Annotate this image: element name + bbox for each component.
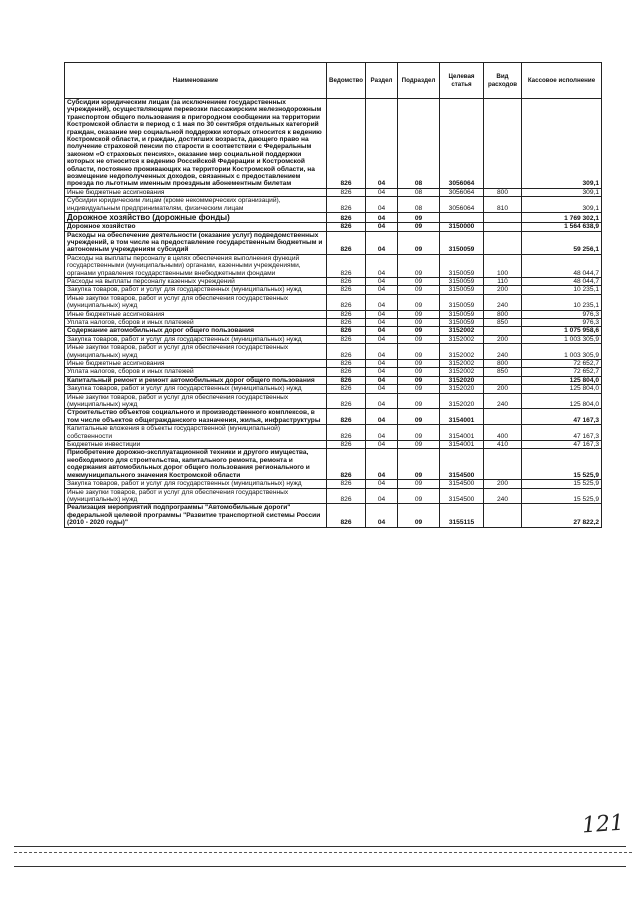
cell-vedomstvo: 826 [327,360,366,368]
cell-amount: 125 804,0 [522,376,602,384]
cell-podrazdel: 09 [398,488,440,504]
cell-vedomstvo: 826 [327,393,366,409]
col-header-name: Наименование [65,63,327,99]
cell-amount: 976,3 [522,318,602,326]
cell-statya: 3150059 [440,254,484,277]
cell-vid: 200 [484,385,522,393]
cell-name: Субсидии юридическим лицам (за исключением государственных учреждений), осуществляющим перевозки пассажирским железнодорожным транспортом общего пользования в пригородном сообщении на территории Костромской области в период с 1 мая по 30 сентября отдельных категорий граждан, оказание мер социальной поддержки которых относится к ведению Костромской области, и граждан, достигших возраста, дающего право на получение страховой пенсии по старости в соответствии с Федеральным законом «О страховых пенсиях», оказание мер социальной поддержки которых не относится к ведению Российской Федерации и Костромской области, постоянно проживающих на территории Костромской области, на возмещение недополученных доходов, связанных с предоставлением проезда по льготным именным проездным абонементным билетам [65,99,327,189]
cell-name: Расходы на выплаты персоналу казенных учреждений [65,277,327,285]
cell-razdel: 04 [366,197,398,213]
cell-vid: 240 [484,393,522,409]
cell-statya: 3155115 [440,504,484,527]
cell-vid [484,409,522,425]
cell-amount: 59 256,1 [522,231,602,254]
cell-statya: 3150059 [440,318,484,326]
cell-amount: 72 652,7 [522,368,602,376]
cell-razdel: 04 [366,335,398,343]
cell-razdel: 04 [366,393,398,409]
cell-vedomstvo: 826 [327,327,366,335]
cell-vedomstvo: 826 [327,449,366,480]
cell-razdel: 04 [366,376,398,384]
table-row [65,480,602,488]
cell-vid: 200 [484,286,522,294]
cell-name: Закупка товаров, работ и услуг для государственных (муниципальных) нужд [65,385,327,393]
table-row [65,335,602,343]
table-row [65,409,602,425]
cell-vid: 240 [484,488,522,504]
table-row [65,277,602,285]
cell-razdel: 04 [366,449,398,480]
cell-name: Строительство объектов социального и производственного комплексов, в том числе объектов общегражданского назначения, жилья, инфраструктуры [65,409,327,425]
table-row [65,488,602,504]
cell-vedomstvo: 826 [327,223,366,231]
cell-vid: 240 [484,294,522,310]
cell-name: Иные бюджетные ассигнования [65,188,327,196]
cell-vid [484,223,522,231]
cell-vid [484,449,522,480]
cell-vedomstvo: 826 [327,425,366,441]
cell-statya: 3152020 [440,393,484,409]
cell-vedomstvo: 826 [327,294,366,310]
cell-statya: 3152002 [440,335,484,343]
cell-statya: 3150059 [440,277,484,285]
cell-vid: 100 [484,254,522,277]
table-row [65,223,602,231]
cell-statya: 3056064 [440,99,484,189]
table-row [65,360,602,368]
cell-statya: 3152020 [440,376,484,384]
cell-podrazdel: 09 [398,294,440,310]
cell-statya: 3154001 [440,425,484,441]
cell-razdel: 04 [366,318,398,326]
cell-amount: 27 822,2 [522,504,602,527]
cell-podrazdel: 09 [398,393,440,409]
table-body [65,99,602,528]
cell-vedomstvo: 826 [327,376,366,384]
cell-name: Уплата налогов, сборов и иных платежей [65,368,327,376]
cell-vedomstvo: 826 [327,310,366,318]
cell-razdel: 04 [366,286,398,294]
cell-amount: 309,1 [522,188,602,196]
cell-name: Реализация мероприятий подпрограммы "Автомобильные дороги" федеральной целевой программы "Развитие транспортной системы России (2010 - 2020 годы)" [65,504,327,527]
cell-amount: 976,3 [522,310,602,318]
cell-vedomstvo: 826 [327,335,366,343]
table-row [65,99,602,189]
cell-vedomstvo: 826 [327,277,366,285]
table-row [65,294,602,310]
cell-amount: 1 003 305,9 [522,344,602,360]
footer-rule [14,846,626,847]
cell-amount: 15 525,9 [522,449,602,480]
cell-vid: 110 [484,277,522,285]
cell-vedomstvo: 826 [327,385,366,393]
cell-statya: 3154500 [440,449,484,480]
cell-vedomstvo: 826 [327,344,366,360]
cell-razdel: 04 [366,99,398,189]
cell-vid: 810 [484,197,522,213]
cell-name: Дорожное хозяйство [65,223,327,231]
cell-name: Закупка товаров, работ и услуг для государственных (муниципальных) нужд [65,480,327,488]
cell-statya: 3152020 [440,385,484,393]
cell-razdel: 04 [366,488,398,504]
cell-amount: 1 075 958,6 [522,327,602,335]
cell-name: Бюджетные инвестиции [65,441,327,449]
cell-podrazdel: 09 [398,409,440,425]
cell-vedomstvo: 826 [327,213,366,223]
cell-podrazdel: 09 [398,318,440,326]
cell-vid: 800 [484,360,522,368]
cell-amount: 47 167,3 [522,409,602,425]
cell-vid: 800 [484,310,522,318]
cell-podrazdel: 09 [398,335,440,343]
cell-amount: 125 804,0 [522,393,602,409]
cell-amount: 1 769 302,1 [522,213,602,223]
cell-razdel: 04 [366,213,398,223]
cell-amount: 10 235,1 [522,294,602,310]
cell-amount: 125 804,0 [522,385,602,393]
cell-amount: 1 564 638,9 [522,223,602,231]
cell-name: Иные закупки товаров, работ и услуг для обеспечения государственных (муниципальных) нужд [65,488,327,504]
cell-podrazdel: 09 [398,376,440,384]
cell-vid [484,99,522,189]
cell-amount: 48 044,7 [522,254,602,277]
page-number: 121 [581,810,625,839]
cell-vedomstvo: 826 [327,231,366,254]
cell-razdel: 04 [366,344,398,360]
cell-statya: 3056064 [440,197,484,213]
table-row [65,310,602,318]
cell-vedomstvo: 826 [327,99,366,189]
cell-vid: 800 [484,188,522,196]
cell-name: Субсидии юридическим лицам (кроме некоммерческих организаций), индивидуальным предпринимателям, физическим лицам [65,197,327,213]
cell-amount: 47 167,3 [522,441,602,449]
cell-vid [484,327,522,335]
cell-vid: 240 [484,344,522,360]
cell-podrazdel: 09 [398,480,440,488]
cell-statya: 3150059 [440,294,484,310]
col-header-razdel: Раздел [366,63,398,99]
cell-name: Иные бюджетные ассигнования [65,310,327,318]
cell-name: Расходы на выплаты персоналу в целях обеспечения выполнения функций государственными (муниципальными) органами, казенными учреждениями, органами управления государственными внебюджетными фондами [65,254,327,277]
cell-razdel: 04 [366,360,398,368]
cell-amount: 309,1 [522,197,602,213]
table-row [65,425,602,441]
cell-amount: 10 235,1 [522,286,602,294]
cell-amount: 15 525,9 [522,480,602,488]
cell-vid [484,376,522,384]
cell-statya [440,213,484,223]
cell-amount: 48 044,7 [522,277,602,285]
cell-razdel: 04 [366,368,398,376]
cell-vedomstvo: 826 [327,488,366,504]
footer-rule [14,866,626,867]
cell-podrazdel: 09 [398,449,440,480]
cell-vedomstvo: 826 [327,197,366,213]
cell-podrazdel: 09 [398,286,440,294]
cell-name: Расходы на обеспечение деятельности (оказание услуг) подведомственных учреждений, в том числе на предоставление государственным бюджетным и автономным учреждениям субсидий [65,231,327,254]
cell-podrazdel: 09 [398,344,440,360]
cell-razdel: 04 [366,188,398,196]
cell-vedomstvo: 826 [327,504,366,527]
table-row [65,231,602,254]
cell-vedomstvo: 826 [327,480,366,488]
cell-podrazdel: 09 [398,368,440,376]
cell-podrazdel: 09 [398,254,440,277]
cell-name: Дорожное хозяйство (дорожные фонды) [65,213,327,223]
cell-podrazdel: 09 [398,385,440,393]
cell-vedomstvo: 826 [327,368,366,376]
cell-podrazdel: 09 [398,504,440,527]
cell-vid [484,213,522,223]
cell-razdel: 04 [366,294,398,310]
table-row [65,441,602,449]
cell-podrazdel: 09 [398,231,440,254]
cell-amount: 47 167,3 [522,425,602,441]
cell-amount: 72 652,7 [522,360,602,368]
cell-name: Иные закупки товаров, работ и услуг для обеспечения государственных (муниципальных) нужд [65,294,327,310]
footer-rule-dashed [14,852,632,853]
cell-vedomstvo: 826 [327,254,366,277]
cell-vid: 200 [484,335,522,343]
cell-amount: 15 525,9 [522,488,602,504]
cell-razdel: 04 [366,504,398,527]
cell-razdel: 04 [366,385,398,393]
cell-razdel: 04 [366,277,398,285]
table-row [65,376,602,384]
table-row [65,393,602,409]
cell-vedomstvo: 826 [327,188,366,196]
cell-razdel: 04 [366,310,398,318]
cell-razdel: 04 [366,327,398,335]
cell-statya: 3152002 [440,368,484,376]
cell-razdel: 04 [366,254,398,277]
budget-table [64,62,602,528]
table-row [65,368,602,376]
table-row [65,254,602,277]
cell-vid: 200 [484,480,522,488]
cell-name: Закупка товаров, работ и услуг для государственных (муниципальных) нужд [65,286,327,294]
table-row [65,318,602,326]
cell-podrazdel: 09 [398,213,440,223]
table-row [65,344,602,360]
table-row [65,188,602,196]
cell-statya: 3056064 [440,188,484,196]
cell-statya: 3150000 [440,223,484,231]
cell-statya: 3154500 [440,480,484,488]
cell-razdel: 04 [366,223,398,231]
cell-vid: 850 [484,368,522,376]
cell-podrazdel: 08 [398,188,440,196]
table-row [65,213,602,223]
cell-name: Иные бюджетные ассигнования [65,360,327,368]
cell-statya: 3154500 [440,488,484,504]
cell-razdel: 04 [366,441,398,449]
col-header-podrazdel: Подраздел [398,63,440,99]
cell-razdel: 04 [366,409,398,425]
cell-podrazdel: 09 [398,425,440,441]
table-row [65,197,602,213]
cell-podrazdel: 09 [398,360,440,368]
cell-statya: 3150059 [440,231,484,254]
table-row [65,385,602,393]
table-row [65,327,602,335]
cell-podrazdel: 09 [398,441,440,449]
col-header-vid: Вид расходов [484,63,522,99]
cell-statya: 3154001 [440,441,484,449]
cell-statya: 3150059 [440,286,484,294]
cell-podrazdel: 09 [398,310,440,318]
cell-statya: 3152002 [440,360,484,368]
cell-name: Иные закупки товаров, работ и услуг для обеспечения государственных (муниципальных) нужд [65,393,327,409]
cell-podrazdel: 08 [398,99,440,189]
cell-podrazdel: 09 [398,277,440,285]
cell-vid: 410 [484,441,522,449]
cell-statya: 3152002 [440,344,484,360]
table-row [65,286,602,294]
cell-vedomstvo: 826 [327,409,366,425]
cell-vedomstvo: 826 [327,286,366,294]
cell-name: Приобретение дорожно-эксплуатационной техники и другого имущества, необходимого для строительства, капитального ремонта, ремонта и содержания автомобильных дорог общего пользования регионального и межмуниципального значения Костромской области [65,449,327,480]
col-header-amount: Кассовое исполнение [522,63,602,99]
table-row [65,449,602,480]
cell-statya: 3152002 [440,327,484,335]
cell-vid: 850 [484,318,522,326]
cell-razdel: 04 [366,231,398,254]
cell-statya: 3154001 [440,409,484,425]
cell-podrazdel: 09 [398,327,440,335]
cell-razdel: 04 [366,480,398,488]
cell-name: Уплата налогов, сборов и иных платежей [65,318,327,326]
col-header-statya: Целевая статья [440,63,484,99]
cell-amount: 1 003 305,9 [522,335,602,343]
cell-podrazdel: 09 [398,223,440,231]
table-header-row [65,63,602,99]
cell-vid [484,231,522,254]
col-header-vedomstvo: Ведомство [327,63,366,99]
cell-razdel: 04 [366,425,398,441]
table-row [65,504,602,527]
cell-statya: 3150059 [440,310,484,318]
cell-name: Капитальный ремонт и ремонт автомобильных дорог общего пользования [65,376,327,384]
cell-name: Закупка товаров, работ и услуг для государственных (муниципальных) нужд [65,335,327,343]
cell-vedomstvo: 826 [327,318,366,326]
cell-name: Содержание автомобильных дорог общего пользования [65,327,327,335]
cell-amount: 309,1 [522,99,602,189]
cell-podrazdel: 08 [398,197,440,213]
cell-vedomstvo: 826 [327,441,366,449]
cell-name: Капитальные вложения в объекты государственной (муниципальной) собственности [65,425,327,441]
cell-vid: 400 [484,425,522,441]
cell-name: Иные закупки товаров, работ и услуг для обеспечения государственных (муниципальных) нужд [65,344,327,360]
cell-vid [484,504,522,527]
